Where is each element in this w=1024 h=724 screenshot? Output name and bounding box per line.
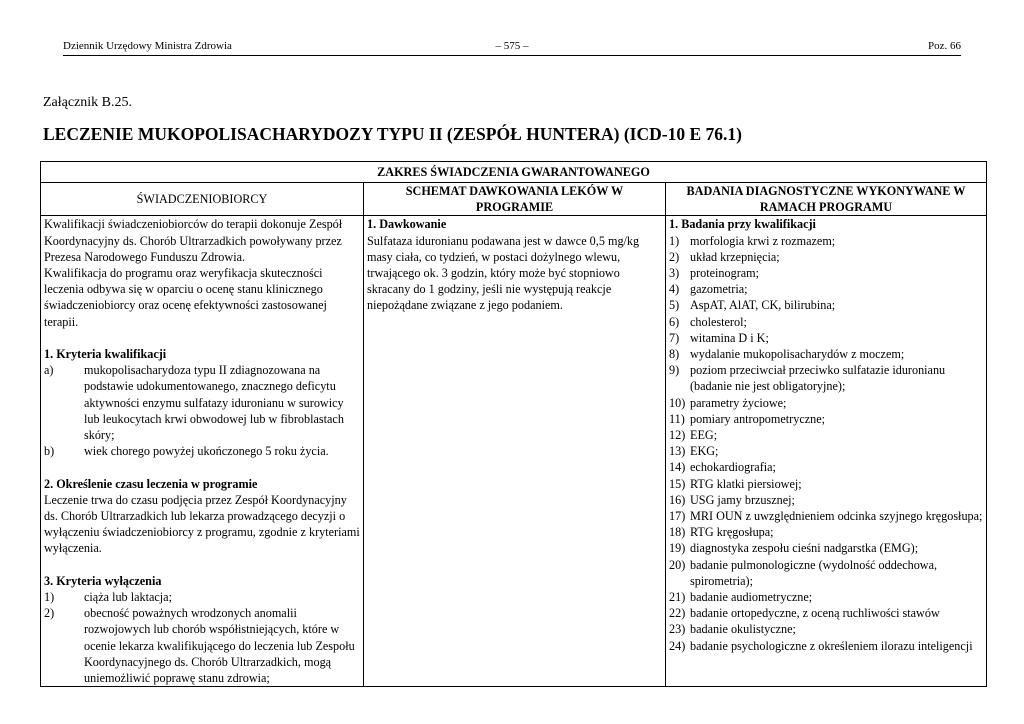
list-item: b) wiek chorego powyżej ukończonego 5 roku życia. [44,444,329,459]
list-item: 4) gazometria; [669,282,748,297]
scope-header: ZAKRES ŚWIADCZENIA GWARANTOWANEGO [41,162,987,183]
running-header [63,37,961,55]
col3-header: BADANIA DIAGNOSTYCZNE WYKONYWANE W RAMACH PROGRAMU [666,183,987,216]
journal-name: Dziennik Urzędowy Ministra Zdrowia [63,40,232,52]
list-item: 22) badanie ortopedyczne, z oceną ruchliwości stawów [669,606,940,621]
list-item: 8) wydalanie mukopolisacharydów z moczem; [669,347,905,362]
intro-paragraph-2: Kwalifikacja do programu oraz weryfikacja skuteczności leczenia odbywa się w oparciu o ocenę stanu klinicznego świadczeniobiorcy oraz ocenę efektywności zastosowanej terapii. [44,266,327,329]
treatment-duration-heading: 2. Określenie czasu leczenia w programie [44,476,258,491]
list-item: 20) badanie pulmonologiczne (wydolność oddechowa, spirometria); [669,557,938,588]
list-item: a) mukopolisacharydoza typu II zdiagnozowana na podstawie udokumentowanego, znacznego deficytu aktywności enzymu sulfatazy iduronianu w surowicy lub leukocytach krwi obwodowej lub w fibroblastach skóry; [44,363,344,443]
col2-header: SCHEMAT DAWKOWANIA LEKÓW W PROGRAMIE [364,183,666,216]
list-item: 11) pomiary antropometryczne; [669,411,826,426]
qualification-criteria-heading: 1. Kryteria kwalifikacji [44,347,167,362]
treatment-duration-text: Leczenie trwa do czasu podjęcia przez Zespół Koordynacyjny ds. Chorób Ultrarzadkich lub lekarza prowadzącego decyzji o wyłączeniu świadczeniobiorcy z programu, zgodnie z kryteriami wyłączenia. [44,492,360,556]
list-item: 17) MRI OUN z uwzględnieniem odcinka szyjnego kręgosłupa; [669,509,983,524]
page-number: – 575 – [495,40,529,52]
intro-paragraph-1: Kwalifikacji świadczeniobiorców do terapii dokonuje Zespół Koordynacyjny ds. Chorób Ultrarzadkich powoływany przez Prezesa Narodowego Funduszu Zdrowia. [44,217,343,264]
dosage-cell [364,216,666,687]
col1-header: ŚWIADCZENIOBIORCY [41,183,364,216]
dosage-heading: 1. Dawkowanie [367,217,447,232]
diagnostics-list [669,233,983,654]
list-item: 15) RTG klatki piersiowej; [669,476,802,491]
diagnostics-cell [666,216,987,687]
list-item: 18) RTG kręgosłupa; [669,525,774,540]
list-item: 3) proteinogram; [669,266,760,281]
list-item: 1) morfologia krwi z rozmazem; [669,233,836,248]
qualification-criteria-list [44,362,360,459]
list-item: 24) badanie psychologiczne z określeniem ilorazu inteligencji [669,638,973,653]
list-item: 14) echokardiografia; [669,460,776,475]
list-item: 2) obecność poważnych wrodzonych anomalii rozwojowych lub chorób współistniejących, które w ocenie lekarza kwalifikującego do leczenia lub Zespołu Koordynacyjnego ds. Chorób Ultrarzadkich, mogą uniemożliwić poprawę stanu zdrowia; [44,606,355,686]
position-number: Poz. 66 [928,40,961,52]
list-item: 6) cholesterol; [669,314,747,329]
list-item: 7) witamina D i K; [669,330,769,345]
header-rule [63,55,961,56]
diagnostics-heading: 1. Badania przy kwalifikacji [669,217,816,232]
list-item: 21) badanie audiometryczne; [669,590,813,605]
list-item: 5) AspAT, AlAT, CK, bilirubina; [669,298,836,313]
list-item: 19) diagnostyka zespołu cieśni nadgarstka (EMG); [669,541,919,556]
document-title: LECZENIE MUKOPOLISACHARYDOZY TYPU II (ZESPÓŁ HUNTERA) (ICD-10 E 76.1) [43,124,742,144]
annex-label: Załącznik B.25. [43,95,133,110]
list-item: 10) parametry życiowe; [669,395,787,410]
list-item: 13) EKG; [669,444,719,459]
program-table [40,161,987,687]
dosage-text: Sulfataza iduronianu podawana jest w dawce 0,5 mg/kg masy ciała, co tydzień, w postaci dożylnego wlewu, trwającego ok. 3 godzin, który może być stopniowo skracany do 1 godziny, jeśli nie występują reakcje niepożądane związane z jego podaniem. [367,233,640,313]
beneficiaries-cell [41,216,364,687]
exclusion-criteria-heading: 3. Kryteria wyłączenia [44,573,162,588]
list-item: 9) poziom przeciwciał przeciwko sulfatazie iduronianu (badanie nie jest obligatoryjne); [669,363,946,394]
exclusion-criteria-list [44,589,360,686]
list-item: 1) ciąża lub laktacja; [44,590,172,605]
list-item: 16) USG jamy brzusznej; [669,492,795,507]
list-item: 12) EEG; [669,428,718,443]
list-item: 23) badanie okulistyczne; [669,622,796,637]
list-item: 2) układ krzepnięcia; [669,249,780,264]
